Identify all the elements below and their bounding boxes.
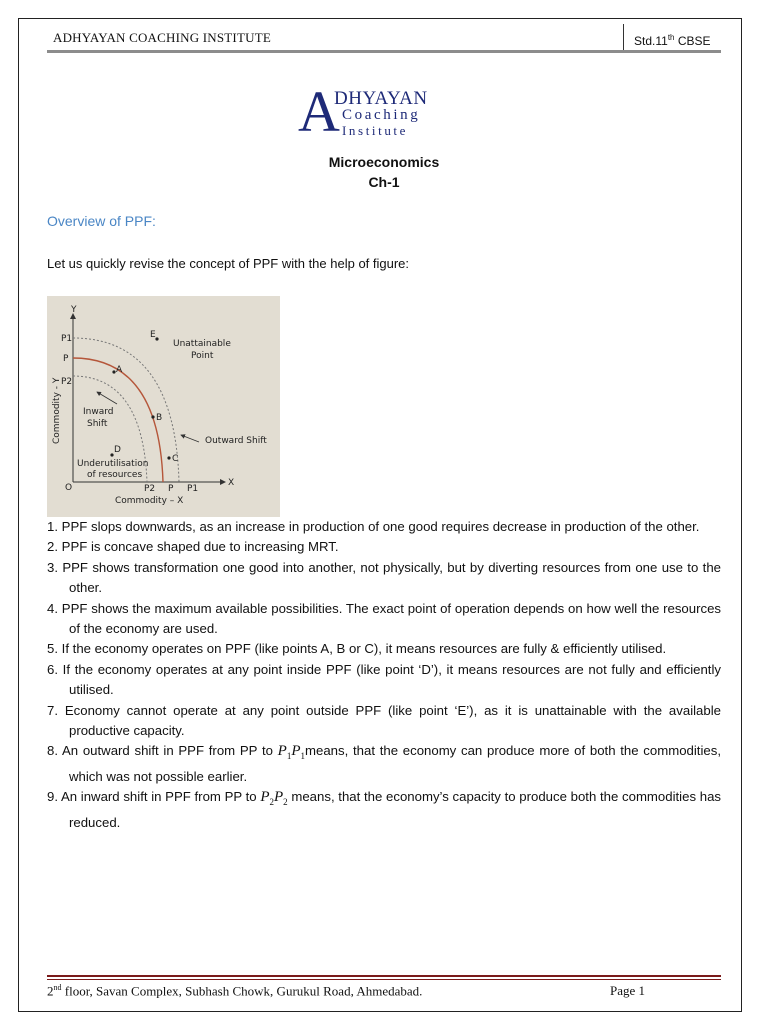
label-point-c: C (172, 454, 179, 464)
p1p1-symbol: $P_1P_1$ (277, 743, 306, 762)
underutil-label-2: of resources (87, 470, 143, 480)
list-item: 5. If the economy operates on PPF (like points A, B or C), it means resources are fully & efficiently utilised. (47, 641, 667, 657)
origin-label: O (65, 483, 73, 493)
x-tick-p1: P1 (187, 484, 199, 494)
subject-title: Microeconomics (328, 154, 440, 170)
list-item: 3. PPF shows transformation one good into another, not physically, but by diverting resources from one use to the other. (47, 559, 721, 596)
x-axis-label: X (228, 478, 235, 488)
label-point-d: D (114, 445, 121, 455)
inward-label-1: Inward (83, 407, 114, 417)
logo-line2: Coaching (342, 107, 421, 123)
header-institute: ADHYAYAN COACHING INSTITUTE (53, 30, 271, 45)
underutil-label-1: Underutilisation (77, 459, 149, 469)
p2p2-symbol: $P_2P_2$ (260, 789, 288, 808)
point-b-dot (151, 415, 154, 418)
x-tick-p: P (168, 484, 174, 494)
footer-address: 2nd floor, Savan Complex, Subhash Chowk, Gurukul Road, Ahmedabad. (47, 983, 423, 999)
inward-label-2: Shift (87, 419, 108, 429)
logo-line3: Institute (342, 123, 409, 138)
outward-label: Outward Shift (205, 436, 267, 446)
section-heading: Overview of PPF: (47, 213, 156, 229)
list-item: 7. Economy cannot operate at any point outside PPF (like point ‘E’), as it is unattainable with the available productive capacity. (47, 702, 721, 739)
logo-letter: A (298, 79, 340, 144)
page-header (47, 24, 721, 52)
footer-rule-thin (47, 979, 721, 980)
unattainable-label-1: Unattainable (173, 339, 231, 349)
list-item: 2. PPF is concave shaped due to increasing MRT. (47, 539, 339, 555)
point-e-dot (155, 337, 158, 340)
ppf-points-list (47, 517, 721, 833)
list-item: 9. An inward shift in PPF from PP to $P_2P_2$ means, that the economy’s capacity to produce both the commodities has reduced. (47, 789, 721, 830)
outward-shift-arrow (181, 435, 199, 442)
logo-line1: DHYAYAN (334, 88, 428, 109)
institute-logo (298, 79, 438, 144)
label-point-a: A (116, 365, 123, 375)
header-rule (47, 50, 721, 53)
list-item: 4. PPF shows the maximum available possibilities. The exact point of operation depends on how well the resources of the economy are used. (47, 600, 721, 637)
y-commodity-label: Commodity - Y (52, 377, 62, 444)
label-point-b: B (156, 413, 163, 423)
intro-text: Let us quickly revise the concept of PPF with the help of figure: (47, 256, 410, 271)
header-standard: Std.11th CBSE (623, 24, 711, 52)
list-item: 8. An outward shift in PPF from PP to $P_1P_1means$, that the economy can produce more of both the commodities, which was not possible earlier. (47, 743, 721, 784)
inward-shift-arrow (97, 392, 117, 404)
page-number: Page 1 (610, 983, 646, 998)
y-tick-p: P (63, 354, 69, 364)
chapter-title: Ch-1 (368, 174, 400, 190)
list-item: 6. If the economy operates at any point inside PPF (like point ‘D’), it means resources are not fully and efficiently utilised. (47, 661, 721, 698)
x-commodity-label: Commodity – X (115, 496, 184, 506)
unattainable-label-2: Point (191, 351, 214, 361)
ppf-diagram (47, 296, 280, 517)
list-item: 1. PPF slops downwards, as an increase in production of one good requires decrease in production of the other. (47, 519, 700, 534)
label-point-e: E (150, 330, 156, 340)
footer-rule-thick (47, 975, 721, 977)
y-axis-label: Y (71, 305, 77, 315)
y-tick-p1: P1 (61, 334, 73, 344)
ppf-figure (47, 296, 280, 517)
x-tick-p2: P2 (144, 484, 156, 494)
y-tick-p2: P2 (61, 377, 73, 387)
point-c-dot (167, 456, 170, 459)
